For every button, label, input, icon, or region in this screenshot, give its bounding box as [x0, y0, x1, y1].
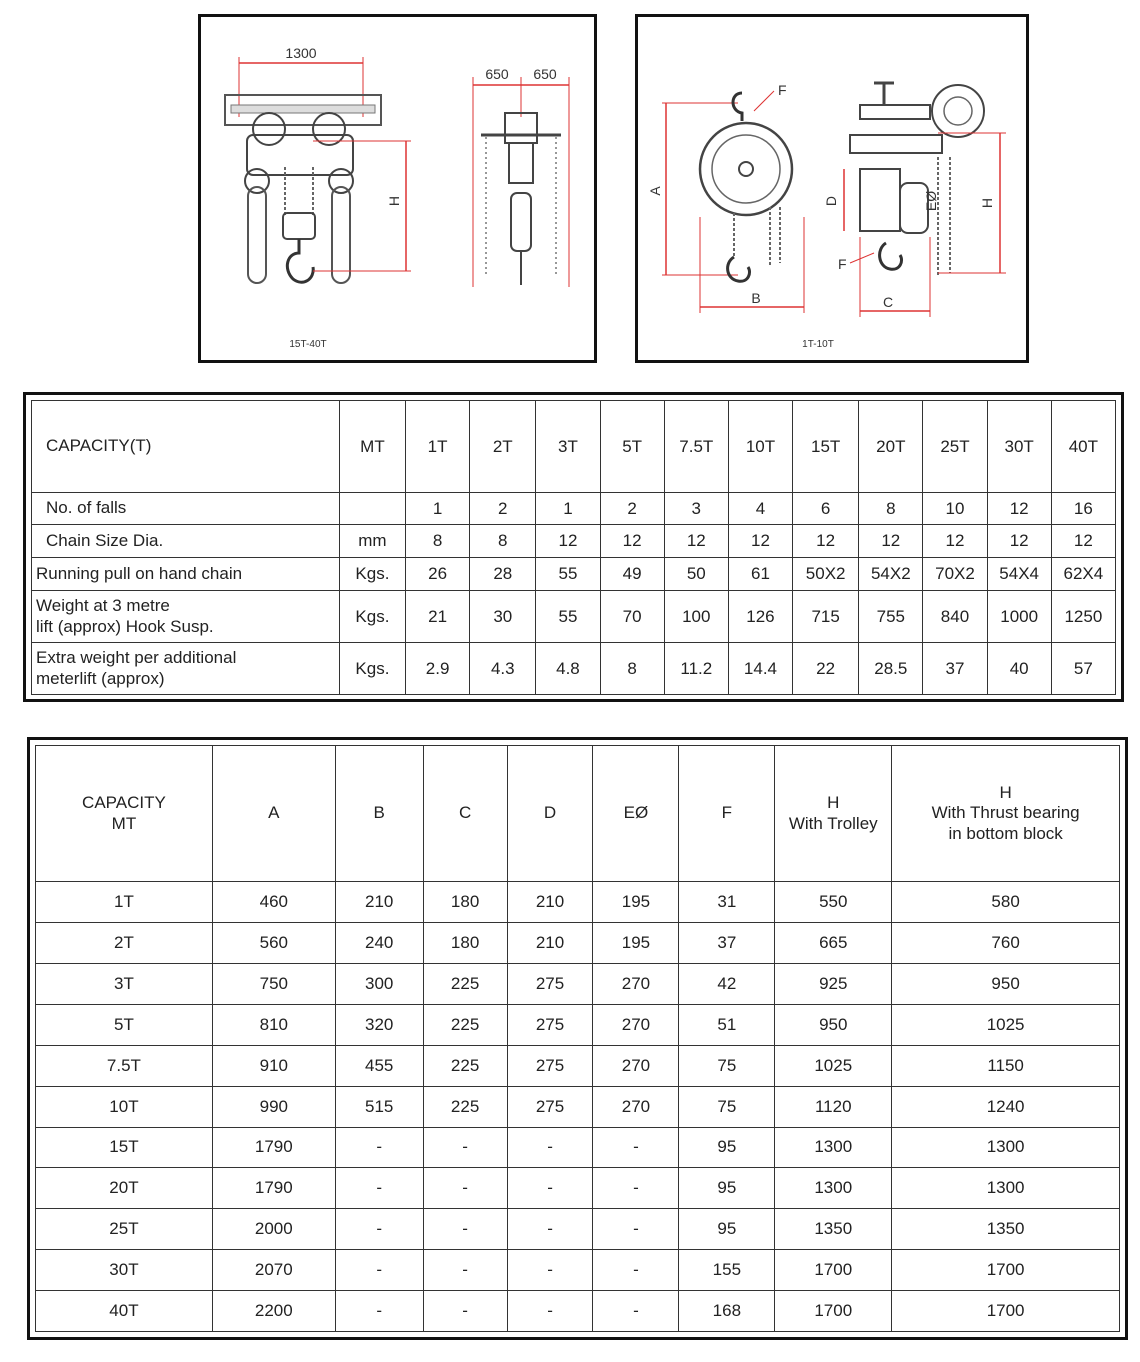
cell-d: -	[507, 1209, 593, 1250]
cell: 12	[536, 525, 600, 558]
cell-h1: 1025	[775, 1045, 892, 1086]
cell: 14.4	[728, 643, 792, 695]
cell: 12	[1051, 525, 1115, 558]
cell-h1: 1300	[775, 1127, 892, 1168]
table-row	[36, 923, 1120, 964]
cell: 8	[859, 493, 923, 525]
cell-b: 300	[335, 964, 423, 1005]
specification-table	[31, 400, 1116, 695]
spec-header-row	[32, 401, 1116, 493]
unit-header: MT	[339, 401, 405, 493]
cell-f: 95	[679, 1168, 775, 1209]
cell: 70X2	[923, 558, 987, 591]
cell-a: 460	[212, 882, 335, 923]
cell: 11.2	[664, 643, 728, 695]
col-e-header: EØ	[593, 746, 679, 882]
cell-b: -	[335, 1250, 423, 1291]
cell: 50	[664, 558, 728, 591]
cell: 126	[728, 591, 792, 643]
table-row	[36, 1127, 1120, 1168]
cell-a: 810	[212, 1004, 335, 1045]
cell: 8	[600, 643, 664, 695]
drawing-panel-15t-40t	[198, 14, 597, 363]
spec-row-weight	[32, 591, 1116, 643]
col-c-header: C	[423, 746, 507, 882]
cell-h1: 1350	[775, 1209, 892, 1250]
cell: 12	[728, 525, 792, 558]
row-unit: Kgs.	[339, 591, 405, 643]
capacity-col: 15T	[793, 401, 859, 493]
col-f-header: F	[679, 746, 775, 882]
cell-f: 155	[679, 1250, 775, 1291]
capacity-cell: 30T	[36, 1250, 213, 1291]
cell-h2: 1350	[892, 1209, 1120, 1250]
cell: 4.8	[536, 643, 600, 695]
cell: 28.5	[859, 643, 923, 695]
cell: 1	[536, 493, 600, 525]
cell: 12	[600, 525, 664, 558]
cell-h2: 1700	[892, 1250, 1120, 1291]
row-label	[32, 643, 340, 695]
cell-f: 42	[679, 964, 775, 1005]
dimension-table	[35, 745, 1120, 1332]
row-unit: Kgs.	[339, 643, 405, 695]
cell: 2.9	[406, 643, 470, 695]
table-row	[36, 1045, 1120, 1086]
cell-b: 455	[335, 1045, 423, 1086]
capacity-col: 10T	[728, 401, 792, 493]
cell-b: -	[335, 1127, 423, 1168]
dimension-table-frame	[27, 737, 1128, 1340]
cell-b: -	[335, 1291, 423, 1332]
cell-c: 225	[423, 1045, 507, 1086]
cell-a: 1790	[212, 1127, 335, 1168]
cell-h1: 1700	[775, 1291, 892, 1332]
cell: 21	[406, 591, 470, 643]
row-label: Chain Size Dia.	[32, 525, 340, 558]
cell-d: -	[507, 1250, 593, 1291]
row-label: No. of falls	[32, 493, 340, 525]
cell: 1	[406, 493, 470, 525]
cell-e: 270	[593, 1045, 679, 1086]
cell-b: 240	[335, 923, 423, 964]
capacity-cell: 20T	[36, 1168, 213, 1209]
capacity-cell: 15T	[36, 1127, 213, 1168]
row-unit: Kgs.	[339, 558, 405, 591]
cell: 12	[793, 525, 859, 558]
capacity-col: 5T	[600, 401, 664, 493]
cell-h1: 1120	[775, 1086, 892, 1127]
cell-c: -	[423, 1127, 507, 1168]
cell-b: 320	[335, 1004, 423, 1045]
cell: 30	[470, 591, 536, 643]
cell-c: 225	[423, 1086, 507, 1127]
cell-h1: 1700	[775, 1250, 892, 1291]
cell-h2: 1150	[892, 1045, 1120, 1086]
dim-d-label: D	[823, 195, 839, 207]
capacity-cell: 1T	[36, 882, 213, 923]
cell: 49	[600, 558, 664, 591]
cell-b: -	[335, 1209, 423, 1250]
dim-f-top-label: F	[778, 82, 787, 98]
table-row	[36, 1250, 1120, 1291]
cell: 2	[470, 493, 536, 525]
cell-e: 270	[593, 964, 679, 1005]
capacity-cell: 3T	[36, 964, 213, 1005]
cell: 61	[728, 558, 792, 591]
header-line: With Trolley	[788, 813, 878, 833]
cell: 1000	[987, 591, 1051, 643]
cell-a: 910	[212, 1045, 335, 1086]
row-label: Running pull on hand chain	[32, 558, 340, 591]
cell-h2: 1240	[892, 1086, 1120, 1127]
cell: 12	[987, 493, 1051, 525]
row-label-line: Extra weight per additional	[36, 648, 237, 668]
cell-e: 270	[593, 1086, 679, 1127]
cell: 840	[923, 591, 987, 643]
cell-h2: 1300	[892, 1127, 1120, 1168]
cell-d: 275	[507, 1086, 593, 1127]
cell-e: 195	[593, 882, 679, 923]
cell-c: -	[423, 1168, 507, 1209]
cell-c: -	[423, 1209, 507, 1250]
cell-d: 210	[507, 923, 593, 964]
capacity-cell: 10T	[36, 1086, 213, 1127]
table-row	[36, 1168, 1120, 1209]
row-label-line: Weight at 3 metre	[36, 596, 170, 616]
col-h-thrust-header	[892, 746, 1120, 882]
dimension-table-body	[36, 882, 1120, 1332]
cell: 4.3	[470, 643, 536, 695]
specification-table-frame	[23, 392, 1124, 702]
cell-f: 95	[679, 1209, 775, 1250]
cell-e: 195	[593, 923, 679, 964]
spec-row-chain-size	[32, 525, 1116, 558]
cell-a: 2200	[212, 1291, 335, 1332]
dim-650-right-label: 650	[533, 66, 557, 82]
cell: 12	[987, 525, 1051, 558]
cell: 4	[728, 493, 792, 525]
cell-d: -	[507, 1291, 593, 1332]
capacity-col: 20T	[859, 401, 923, 493]
cell-a: 750	[212, 964, 335, 1005]
cell-d: -	[507, 1168, 593, 1209]
header-line: H	[999, 783, 1012, 803]
cell-h1: 550	[775, 882, 892, 923]
cell: 1250	[1051, 591, 1115, 643]
table-row	[36, 964, 1120, 1005]
cell: 8	[406, 525, 470, 558]
cell-c: 180	[423, 923, 507, 964]
cell: 37	[923, 643, 987, 695]
capacity-cell: 2T	[36, 923, 213, 964]
cell: 100	[664, 591, 728, 643]
cell-c: 225	[423, 964, 507, 1005]
cell: 50X2	[793, 558, 859, 591]
cell-d: 275	[507, 1045, 593, 1086]
cell: 54X4	[987, 558, 1051, 591]
cell-d: -	[507, 1127, 593, 1168]
row-unit: mm	[339, 525, 405, 558]
cell: 16	[1051, 493, 1115, 525]
cell-f: 75	[679, 1086, 775, 1127]
cell: 57	[1051, 643, 1115, 695]
cell-b: -	[335, 1168, 423, 1209]
cell-a: 2000	[212, 1209, 335, 1250]
cell: 12	[923, 525, 987, 558]
capacity-cell: 5T	[36, 1004, 213, 1045]
spec-row-falls	[32, 493, 1116, 525]
capacity-cell: 40T	[36, 1291, 213, 1332]
capacity-cell: 25T	[36, 1209, 213, 1250]
cell-c: 225	[423, 1004, 507, 1045]
dim-a-label: A	[647, 186, 663, 196]
cell-b: 210	[335, 882, 423, 923]
cell-h2: 1025	[892, 1004, 1120, 1045]
table-row	[36, 882, 1120, 923]
cell: 26	[406, 558, 470, 591]
cell-e: 270	[593, 1004, 679, 1045]
cell-a: 2070	[212, 1250, 335, 1291]
cell-h2: 950	[892, 964, 1120, 1005]
cell-f: 168	[679, 1291, 775, 1332]
capacity-header	[36, 746, 213, 882]
drawing-caption-15t-40t: 15T-40T	[289, 339, 327, 350]
cell-h1: 925	[775, 964, 892, 1005]
cell-h1: 665	[775, 923, 892, 964]
capacity-header: CAPACITY(T)	[32, 401, 340, 493]
dim-650-left-label: 650	[485, 66, 509, 82]
cell: 40	[987, 643, 1051, 695]
cell-f: 31	[679, 882, 775, 923]
cell: 755	[859, 591, 923, 643]
cell: 55	[536, 591, 600, 643]
capacity-col: 3T	[536, 401, 600, 493]
cell-e: -	[593, 1250, 679, 1291]
col-b-header: B	[335, 746, 423, 882]
cell: 12	[664, 525, 728, 558]
cell: 12	[859, 525, 923, 558]
chain-hoist-drawing	[638, 17, 1026, 360]
dim-h-label: H	[386, 195, 402, 207]
capacity-col: 40T	[1051, 401, 1115, 493]
cell-c: 180	[423, 882, 507, 923]
cell-f: 95	[679, 1127, 775, 1168]
cell: 8	[470, 525, 536, 558]
table-row	[36, 1291, 1120, 1332]
cell: 28	[470, 558, 536, 591]
cell-f: 37	[679, 923, 775, 964]
cell-d: 275	[507, 1004, 593, 1045]
cell-e: -	[593, 1209, 679, 1250]
cell-h2: 760	[892, 923, 1120, 964]
dim-1300-label: 1300	[285, 45, 317, 61]
cell-c: -	[423, 1250, 507, 1291]
capacity-col: 25T	[923, 401, 987, 493]
header-line: With Thrust bearing	[931, 803, 1080, 823]
capacity-col: 2T	[470, 401, 536, 493]
cell-e: -	[593, 1291, 679, 1332]
dim-header-row	[36, 746, 1120, 882]
capacity-col: 1T	[406, 401, 470, 493]
cell-d: 210	[507, 882, 593, 923]
row-label-line: meterlift (approx)	[36, 668, 165, 688]
cell: 6	[793, 493, 859, 525]
spec-row-extra-weight	[32, 643, 1116, 695]
cell-b: 515	[335, 1086, 423, 1127]
cell: 70	[600, 591, 664, 643]
cell-h2: 580	[892, 882, 1120, 923]
cell-a: 560	[212, 923, 335, 964]
header-line: MT	[111, 813, 137, 833]
cell: 2	[600, 493, 664, 525]
capacity-col: 7.5T	[664, 401, 728, 493]
spec-row-running-pull	[32, 558, 1116, 591]
row-unit	[339, 493, 405, 525]
header-line: CAPACITY	[82, 793, 166, 813]
cell-h2: 1700	[892, 1291, 1120, 1332]
dim-f-bottom-label: F	[838, 256, 847, 272]
capacity-col: 30T	[987, 401, 1051, 493]
col-d-header: D	[507, 746, 593, 882]
cell-f: 51	[679, 1004, 775, 1045]
capacity-cell: 7.5T	[36, 1045, 213, 1086]
cell-h2: 1300	[892, 1168, 1120, 1209]
cell: 715	[793, 591, 859, 643]
cell: 62X4	[1051, 558, 1115, 591]
dim-c-label: C	[882, 294, 894, 310]
header-line: in bottom block	[948, 823, 1063, 843]
cell-e: -	[593, 1168, 679, 1209]
cell-a: 990	[212, 1086, 335, 1127]
col-a-header: A	[212, 746, 335, 882]
cell-e: -	[593, 1127, 679, 1168]
table-row	[36, 1004, 1120, 1045]
hoist-trolley-drawing	[201, 17, 594, 360]
col-h-trolley-header	[775, 746, 892, 882]
header-line: H	[827, 793, 840, 813]
drawing-caption-1t-10t: 1T-10T	[802, 339, 834, 350]
table-row	[36, 1209, 1120, 1250]
cell-f: 75	[679, 1045, 775, 1086]
cell: 3	[664, 493, 728, 525]
cell-c: -	[423, 1291, 507, 1332]
cell: 22	[793, 643, 859, 695]
cell: 54X2	[859, 558, 923, 591]
dim-h-right-label: H	[979, 197, 995, 209]
row-label-line: lift (approx) Hook Susp.	[36, 616, 214, 636]
cell-h1: 950	[775, 1004, 892, 1045]
cell-d: 275	[507, 964, 593, 1005]
dim-e-label: EØ	[923, 190, 939, 212]
dim-b-label: B	[751, 290, 761, 306]
cell-a: 1790	[212, 1168, 335, 1209]
table-row	[36, 1086, 1120, 1127]
cell-h1: 1300	[775, 1168, 892, 1209]
cell: 55	[536, 558, 600, 591]
row-label	[32, 591, 340, 643]
cell: 10	[923, 493, 987, 525]
drawing-panel-1t-10t	[635, 14, 1029, 363]
